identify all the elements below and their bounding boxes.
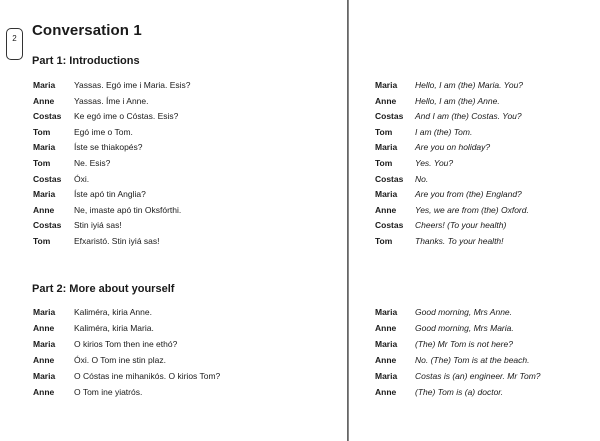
speaker-name: Anne (33, 204, 55, 215)
speaker-name: Anne (375, 322, 397, 333)
utterance-text: Ke egó ime o Cóstas. Esis? (74, 111, 179, 122)
utterance-text: O Cóstas ine mihanikós. O kirios Tom? (74, 370, 221, 381)
speaker-name: Anne (375, 204, 397, 215)
utterance-text: O Tom ine yiatrós. (74, 386, 143, 397)
utterance-text: (The) Mr Tom is not here? (415, 338, 513, 349)
speaker-name: Anne (33, 322, 55, 333)
book-spine (347, 0, 349, 441)
utterance-text: Are you from (the) England? (415, 189, 522, 200)
utterance-text: Kaliméra, kiria Anne. (74, 307, 152, 317)
utterance-text: Efxaristó. Stin iyiá sas! (74, 236, 160, 246)
speaker-name: Tom (375, 126, 393, 137)
utterance-text: (The) Tom is (a) doctor. (415, 386, 504, 397)
utterance-text: Ne. Esis? (74, 158, 111, 168)
speaker-name: Anne (375, 354, 397, 365)
utterance-text: Íste se thiakopés? (74, 142, 143, 153)
speaker-name: Maria (375, 189, 398, 200)
speaker-name: Maria (375, 338, 398, 349)
utterance-text: Hello, I am (the) Anne. (415, 95, 500, 106)
speaker-name: Maria (375, 370, 398, 381)
speaker-name: Maria (33, 338, 56, 349)
speaker-name: Tom (375, 236, 393, 246)
speaker-name: Tom (33, 126, 51, 137)
utterance-text: Good morning, Mrs Anne. (415, 307, 513, 317)
speaker-name: Maria (33, 142, 56, 153)
part1-title: Part 1: Introductions (32, 55, 140, 67)
utterance-text: Yes. You? (415, 158, 454, 168)
utterance-text: Hello, I am (the) Maria. You? (415, 80, 524, 90)
speaker-name: Tom (33, 236, 51, 246)
speaker-name: Maria (375, 142, 398, 153)
speaker-name: Anne (375, 95, 397, 106)
utterance-text: Ne, imaste apó tin Oksfórthi. (74, 204, 182, 215)
speaker-name: Costas (375, 111, 404, 122)
utterance-text: O kirios Tom then ine ethó? (74, 338, 178, 349)
utterance-text: Óxi. (74, 173, 90, 184)
utterance-text: Íste apó tin Anglia? (74, 189, 146, 200)
speaker-name: Tom (33, 158, 51, 168)
speaker-name: Maria (375, 80, 398, 90)
speaker-name: Costas (33, 173, 62, 184)
utterance-text: I am (the) Tom. (415, 126, 473, 137)
part1-greek-dialogue (33, 78, 333, 248)
speaker-name: Maria (33, 80, 56, 90)
utterance-text: Kaliméra, kiria Maria. (74, 322, 154, 333)
utterance-text: Yes, we are from (the) Oxford. (415, 204, 529, 215)
speaker-name: Costas (375, 173, 404, 184)
utterance-text: Stin iyiá sas! (74, 220, 122, 231)
speaker-name: Maria (33, 370, 56, 381)
utterance-text: And I am (the) Costas. You? (415, 111, 522, 122)
utterance-text: No. (415, 173, 429, 184)
speaker-name: Costas (33, 220, 62, 231)
speaker-name: Costas (375, 220, 404, 231)
utterance-text: Cheers! (To your health) (415, 220, 507, 231)
speaker-name: Anne (375, 386, 397, 397)
utterance-text: Costas is (an) engineer. Mr Tom? (415, 370, 541, 381)
utterance-text: Yassas. Egó ime i Maria. Esis? (74, 80, 191, 90)
speaker-name: Anne (33, 386, 55, 397)
speaker-name: Maria (375, 307, 398, 317)
speaker-name: Maria (33, 307, 56, 317)
utterance-text: Yassas. Íme i Anne. (74, 95, 149, 106)
part2-greek-dialogue (33, 305, 333, 405)
part1-english-dialogue (375, 78, 595, 248)
utterance-text: Egó ime o Tom. (74, 126, 133, 137)
utterance-text: No. (The) Tom is at the beach. (415, 354, 530, 365)
speaker-name: Anne (33, 354, 55, 365)
speaker-name: Maria (33, 189, 56, 200)
speaker-name: Tom (375, 158, 393, 168)
speaker-name: Anne (33, 95, 55, 106)
utterance-text: Good morning, Mrs Maria. (415, 322, 514, 333)
part2-english-dialogue (375, 305, 595, 405)
utterance-text: Are you on holiday? (415, 142, 491, 153)
conversation-title: Conversation 1 (32, 22, 142, 39)
part2-title: Part 2: More about yourself (32, 283, 175, 295)
speaker-name: Costas (33, 111, 62, 122)
utterance-text: Thanks. To your health! (415, 236, 504, 246)
page-number-badge: 2 (6, 28, 23, 60)
utterance-text: Óxi. O Tom ine stin plaz. (74, 354, 166, 365)
